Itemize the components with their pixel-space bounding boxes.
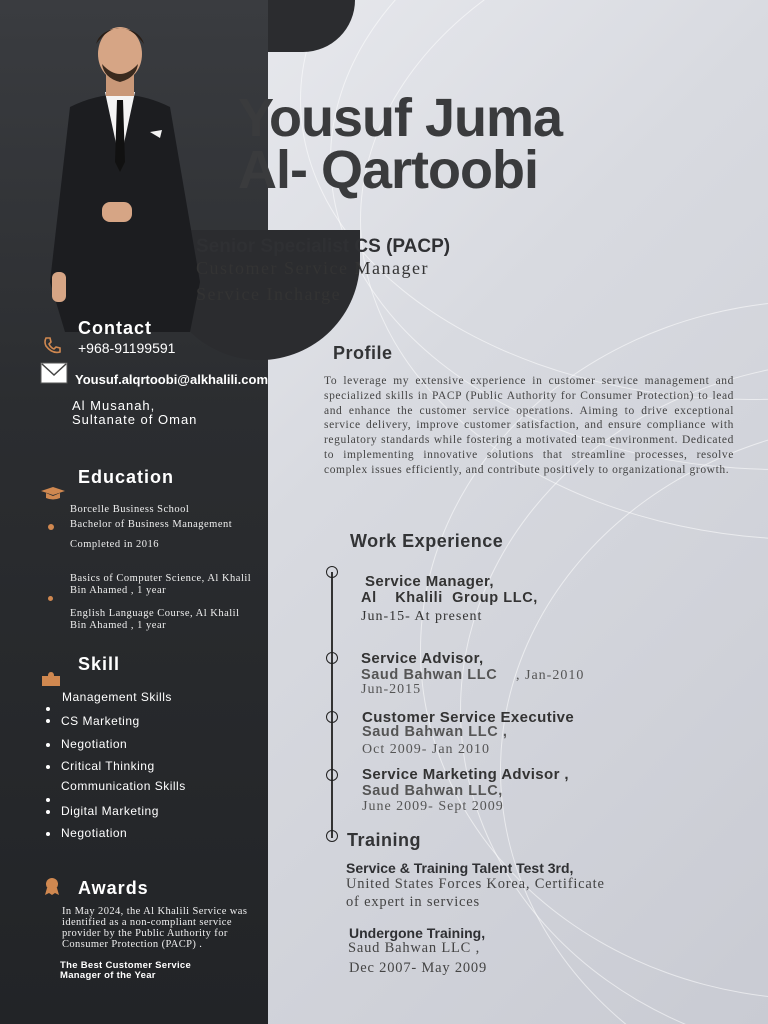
timeline-line — [331, 572, 333, 838]
job-title-sub-2: Service Incharge — [196, 284, 342, 304]
job-4-date: June 2009- Sept 2009 — [362, 799, 504, 814]
job-2-company: Saud Bahwan LLC — [361, 667, 498, 683]
graduation-cap-icon — [40, 486, 66, 502]
training-2-line-1: Saud Bahwan LLC , — [348, 940, 480, 956]
skill-heading: Skill — [78, 654, 121, 674]
contact-heading: Contact — [78, 318, 152, 338]
skill-item: Digital Marketing — [61, 804, 159, 818]
phone-icon — [42, 336, 62, 356]
job-1-date: Jun-15- At present — [361, 609, 483, 624]
award-title-line-1: The Best Customer Service — [60, 960, 192, 971]
timeline-node — [326, 652, 338, 664]
timeline-node — [326, 566, 338, 578]
training-1-line-1: United States Forces Korea, Certificate — [346, 876, 605, 892]
training-2-line-2: Dec 2007- May 2009 — [349, 960, 488, 976]
timeline-node — [326, 830, 338, 842]
job-title-sub-1: Customer Service Manager — [196, 258, 429, 278]
skill-item: Communication Skills — [61, 779, 186, 793]
email-address[interactable]: Yousuf.alqrtoobi@alkhalili.com — [75, 372, 269, 387]
skill-item: Management Skills — [62, 690, 172, 704]
timeline-node — [326, 769, 338, 781]
name-line-2: Al- Qartoobi — [238, 140, 538, 200]
training-heading: Training — [347, 830, 422, 850]
education-item-1-line-2: Bachelor of Business Management — [70, 519, 233, 530]
bullet-dot — [48, 524, 54, 530]
profile-heading: Profile — [333, 343, 393, 363]
address-line-1: Al Musanah, — [72, 398, 156, 413]
email-icon — [40, 362, 68, 384]
bullet-dot — [46, 719, 50, 723]
skill-item: Negotiation — [61, 737, 128, 751]
profile-text: To leverage my extensive experience in customer service management and specialized skills in PACP (Public Authority for Consumer Protection) to lead and enhance the customer service operations. Aiming to drive exceptional service delivery, improve customer satisfaction, and ensure compliance with regulatory standards while fostering a motivated team environment. Dedicated to implementing innovative solutions that streamline processes, resolve complex issues efficiently, and contribute positively to organizational growth. — [324, 375, 734, 476]
job-4-title: Service Marketing Advisor , — [362, 766, 569, 783]
bullet-dot — [46, 798, 50, 802]
bullet-dot — [46, 707, 50, 711]
job-2-title: Service Advisor, — [361, 650, 484, 667]
job-2-date-end: Jun-2015 — [361, 682, 422, 697]
education-heading: Education — [78, 467, 175, 487]
skill-item: Critical Thinking — [61, 759, 155, 773]
skill-item: CS Marketing — [61, 714, 140, 728]
job-3-title: Customer Service Executive — [362, 709, 575, 726]
job-title-main: Senior Specialist CS (PACP) — [196, 236, 451, 257]
job-4-company: Saud Bahwan LLC, — [362, 783, 503, 799]
bullet-dot — [46, 810, 50, 814]
name-line-1: Yousuf Juma — [238, 88, 563, 148]
education-item-2-line-2: Bin Ahamed , 1 year — [70, 585, 167, 596]
education-item-2-line-1: Basics of Computer Science, Al Khalil — [70, 573, 252, 584]
award-title-line-2: Manager of the Year — [60, 970, 156, 981]
training-1-line-2: of expert in services — [346, 894, 480, 910]
job-2-date-start: , Jan-2010 — [516, 668, 585, 683]
candidate-name — [238, 88, 563, 200]
awards-heading: Awards — [78, 878, 149, 898]
phone-number[interactable]: +968-91199591 — [78, 340, 176, 356]
education-item-1-line-1: Borcelle Business School — [70, 504, 190, 515]
skill-item: Negotiation — [61, 826, 128, 840]
bullet-dot — [46, 765, 50, 769]
address-line-2: Sultanate of Oman — [72, 412, 198, 427]
education-item-1-line-3: Completed in 2016 — [70, 539, 159, 550]
job-3-date: Oct 2009- Jan 2010 — [362, 742, 491, 757]
award-icon — [42, 876, 62, 896]
profile-photo — [40, 12, 210, 332]
job-1-title: Service Manager, — [365, 573, 494, 590]
bullet-dot — [46, 743, 50, 747]
job-1-company: Al Khalili Group LLC, — [361, 590, 538, 606]
timeline-node — [326, 711, 338, 723]
work-experience-heading: Work Experience — [350, 531, 504, 551]
puzzle-icon — [40, 672, 62, 688]
job-3-company: Saud Bahwan LLC , — [362, 724, 508, 740]
education-item-3-line-2: Bin Ahamed , 1 year — [70, 620, 167, 631]
education-item-3-line-1: English Language Course, Al Khalil — [70, 608, 240, 619]
bullet-dot — [48, 596, 53, 601]
bullet-dot — [46, 832, 50, 836]
training-1-title: Service & Training Talent Test 3rd, — [346, 860, 574, 876]
awards-description: In May 2024, the Al Khalili Service was identified as a non-compliant service provider by the Public Authority for Consumer Protection (PACP) . — [62, 906, 248, 950]
training-2-title: Undergone Training, — [349, 925, 486, 941]
